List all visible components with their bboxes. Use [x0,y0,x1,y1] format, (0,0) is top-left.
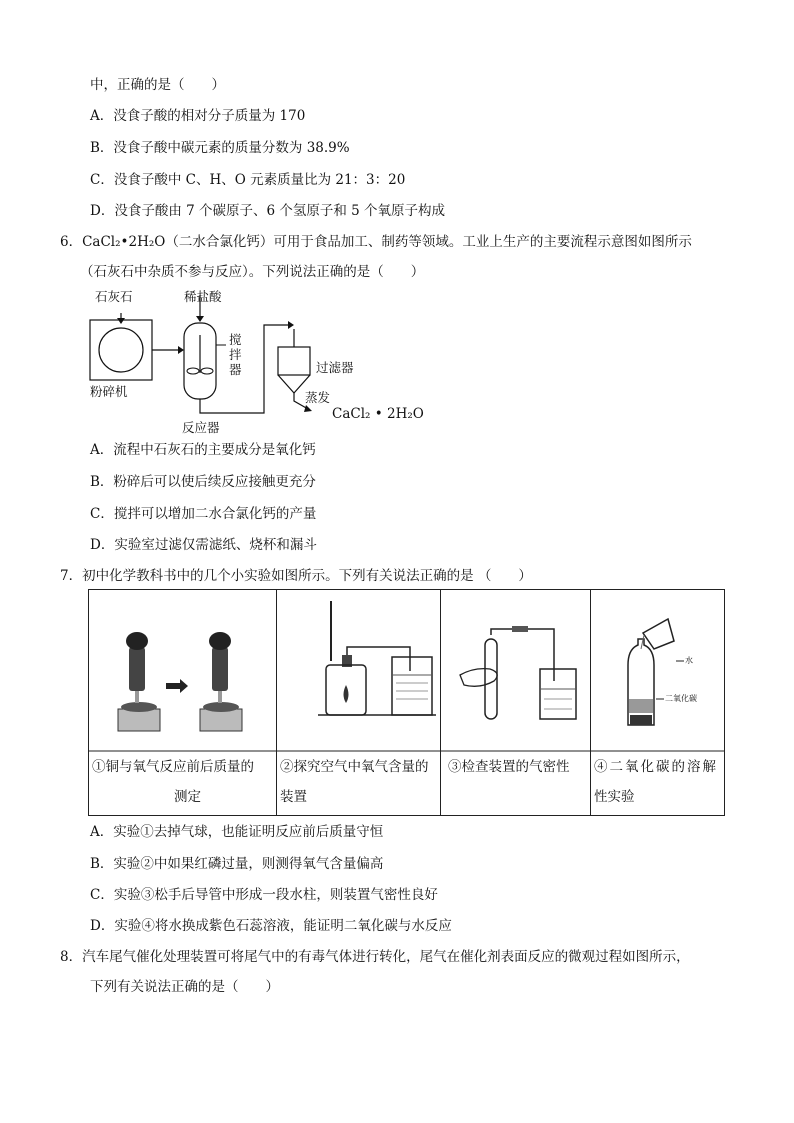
q7-caption-4: ④二氧化碳的溶解 性实验 [594,759,718,805]
q6-option-d[interactable]: D．实验室过滤仅需滤纸、烧杯和漏斗 [90,537,317,553]
q6-label-acid: 稀盐酸 [184,289,222,304]
q6-label-stirrer-2: 拌 [229,347,242,362]
q5-option-b[interactable]: B．没食子酸中碳元素的质量分数为 38.9% [90,140,350,156]
q6-label-limestone: 石灰石 [95,289,133,304]
q7-option-b[interactable]: B．实验②中如果红磷过量，则测得氧气含量偏高 [90,856,384,872]
q5-option-c[interactable]: C．没食子酸中 C、H、O 元素质量比为 21：3：20 [90,172,406,188]
q7-image-1 [118,632,242,731]
q6-stem-line2: （石灰石中杂质不参与反应）。下列说法正确的是（ ） [80,264,425,280]
q7-caption-3: ③检查装置的气密性 [448,759,570,775]
q7-image-2 [318,601,436,715]
q7-image4-water-label: 水 [685,656,693,665]
q6-label-reactor: 反应器 [182,420,220,435]
q7-image-4 [628,619,684,725]
q8-stem-line1: 8．汽车尾气催化处理装置可将尾气中的有毒气体进行转化，尾气在催化剂表面反应的微观过程如图所示， [60,949,690,965]
q6-label-stirrer-3: 器 [229,362,242,377]
q6-option-c[interactable]: C．搅拌可以增加二水合氯化钙的产量 [90,506,317,522]
q5-option-d[interactable]: D．没食子酸由 7 个碳原子、6 个氢原子和 5 个氧原子构成 [90,203,446,219]
q6-label-stirrer-1: 搅 [229,332,242,347]
q7-caption-1: ①铜与氧气反应前后质量的 测定 [92,759,254,805]
q6-label-product: CaCl₂ • 2H₂O [332,406,424,422]
q7-option-d[interactable]: D．实验④将水换成紫色石蕊溶液，能证明二氧化碳与水反应 [90,918,452,934]
q7-stem: 7．初中化学教科书中的几个小实验如图所示。下列有关说法正确的是 （ ） [60,568,532,584]
q5-stem-tail: 中，正确的是（ ） [90,77,225,93]
q7-image-3 [460,626,576,719]
q6-option-b[interactable]: B．粉碎后可以使后续反应接触更充分 [90,474,316,490]
q6-label-evaporate: 蒸发 [305,390,331,405]
q6-label-filter: 过滤器 [316,360,354,375]
q7-image4-co2-label: 二氧化碳 [665,694,697,703]
q7-option-a[interactable]: A．实验①去掉气球，也能证明反应前后质量守恒 [90,824,384,840]
q6-option-a[interactable]: A．流程中石灰石的主要成分是氧化钙 [90,442,316,458]
q8-stem-line2: 下列有关说法正确的是（ ） [90,979,279,995]
q6-stem-line1: 6．CaCl₂•2H₂O（二水合氯化钙）可用于食品加工、制药等领域。工业上生产的主要流程示意图如图所示 [60,234,692,250]
q7-caption-2: ②探究空气中氧气含量的 装置 [280,759,429,805]
q6-label-crusher: 粉碎机 [90,384,128,399]
q7-option-c[interactable]: C．实验③松手后导管中形成一段水柱，则装置气密性良好 [90,887,438,903]
q5-option-a[interactable]: A．没食子酸的相对分子质量为 170 [90,108,306,124]
